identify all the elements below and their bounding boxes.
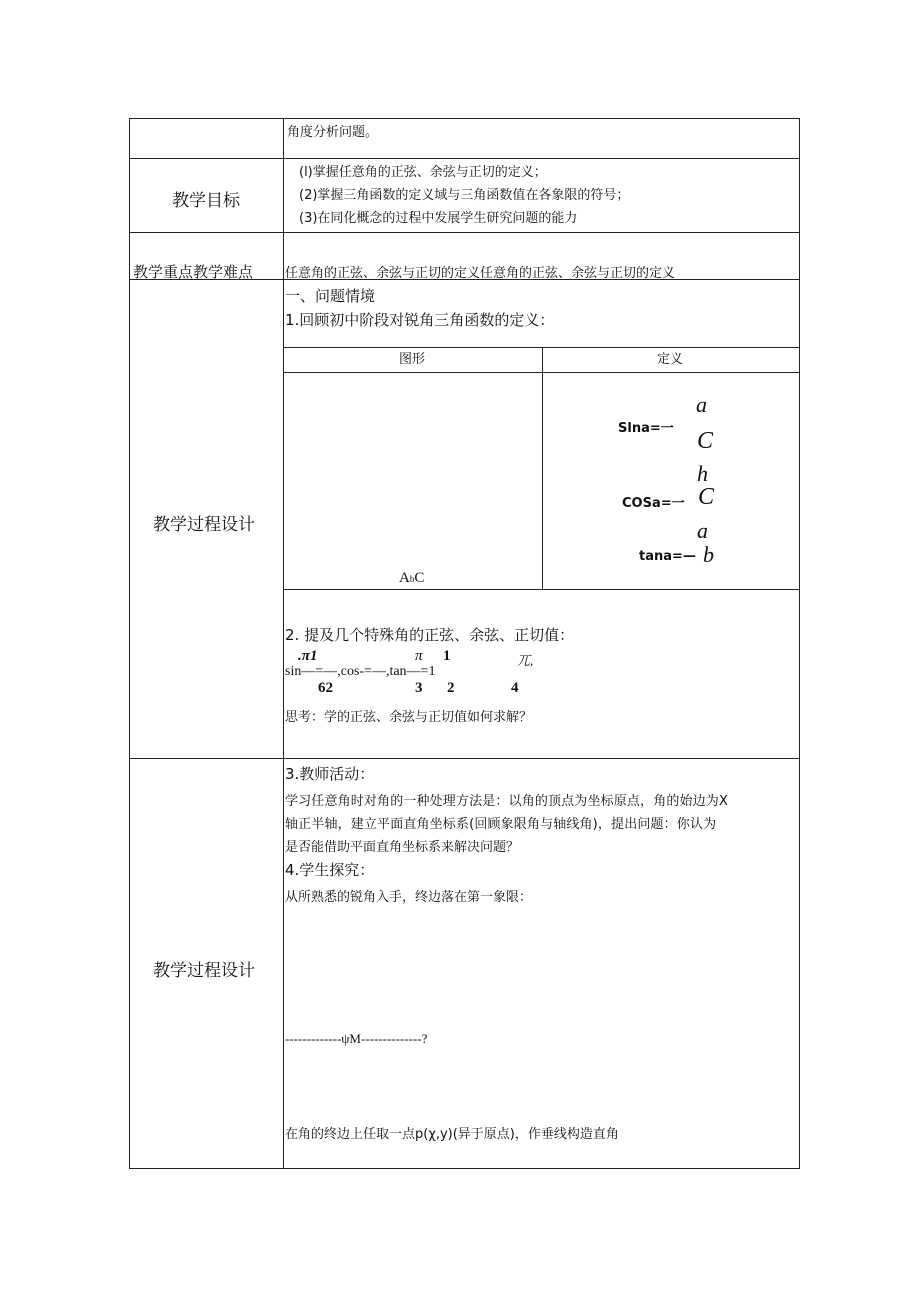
explore-text: 从所熟悉的锐角入手，终边落在第一象限：: [285, 890, 533, 905]
inner-definition-table: [283, 347, 799, 590]
subsection-3-title: 3.教师活动：: [285, 765, 375, 783]
col-header-definition: 定义: [657, 352, 684, 367]
process-label-1: 教学过程设计: [153, 515, 255, 535]
sin-definition: Slna=一: [618, 421, 674, 436]
row1-content: 角度分析问题。: [287, 125, 379, 140]
cos-denominator: C: [698, 484, 715, 510]
cos-definition: COSa=一: [622, 496, 685, 511]
formula-top-4: 兀,: [517, 653, 534, 668]
formula-bot-2: 3: [415, 680, 423, 696]
paragraph-line-2: 轴正半轴，建立平面直角坐标系(回顾象限角与轴线角)，提出问题：你认为: [285, 817, 717, 832]
paragraph-line-3: 是否能借助平面直角坐标系来解决问题？: [285, 840, 520, 855]
sin-denominator: C: [697, 428, 714, 454]
paragraph-line-1: 学习任意角时对角的一种处理方法是：以角的顶点为坐标原点，角的始边为X: [285, 794, 729, 809]
formula-top-2: π: [415, 648, 423, 664]
col-header-figure: 图形: [399, 352, 426, 367]
subsection-4-title: 4.学生探究：: [285, 861, 375, 879]
formula-bot-1: 62: [318, 680, 333, 696]
last-line: 在角的终边上任取一点p(χ,y)(异于原点)，作垂线构造直角: [285, 1127, 619, 1142]
formula-bot-3: 2: [447, 680, 455, 696]
goal-item-2: (2)掌握三角函数的定义域与三角函数值在各象限的符号；: [299, 188, 630, 203]
process-label-2: 教学过程设计: [153, 961, 255, 981]
subsection-1-title: 1.回顾初中阶段对锐角三角函数的定义：: [285, 311, 555, 329]
goal-item-3: (3)在同化概念的过程中发展学生研究问题的能力: [299, 211, 578, 226]
section-heading: 一、问题情境: [285, 287, 376, 305]
think-question: 思考：学的正弦、余弦与正切值如何求解？: [285, 710, 533, 725]
key-points-content: 任意角的正弦、余弦与正切的定义任意角的正弦、余弦与正切的定义: [285, 266, 676, 281]
row-divider: [130, 158, 799, 159]
tan-denominator: b: [703, 542, 714, 567]
row-divider: [130, 758, 799, 759]
formula-top-1: .π1: [298, 648, 318, 664]
formula-top-3: 1: [443, 648, 451, 664]
inner-row-divider: [283, 372, 799, 373]
teaching-goals-label: 教学目标: [172, 191, 240, 211]
row-divider: [130, 232, 799, 233]
subsection-2-title: 2. 提及几个特殊角的正弦、余弦、正切值：: [285, 626, 575, 644]
special-angle-formula: sin—=—,cos-=—,tan—=1: [285, 664, 436, 679]
key-points-label: 教学重点教学难点: [133, 263, 254, 281]
inner-column-divider: [542, 348, 543, 589]
figure-caption: AbC: [399, 570, 425, 586]
tan-numerator: a: [697, 518, 708, 543]
formula-bot-4: 4: [511, 680, 519, 696]
column-divider: [283, 119, 284, 1168]
tan-definition: tana=—: [639, 549, 696, 564]
sin-numerator: a: [696, 392, 707, 417]
cos-numerator: h: [697, 461, 708, 486]
dashed-line-text: -------------ψM--------------?: [285, 1031, 428, 1046]
goal-item-1: (l)掌握任意角的正弦、余弦与正切的定义；: [299, 165, 547, 180]
